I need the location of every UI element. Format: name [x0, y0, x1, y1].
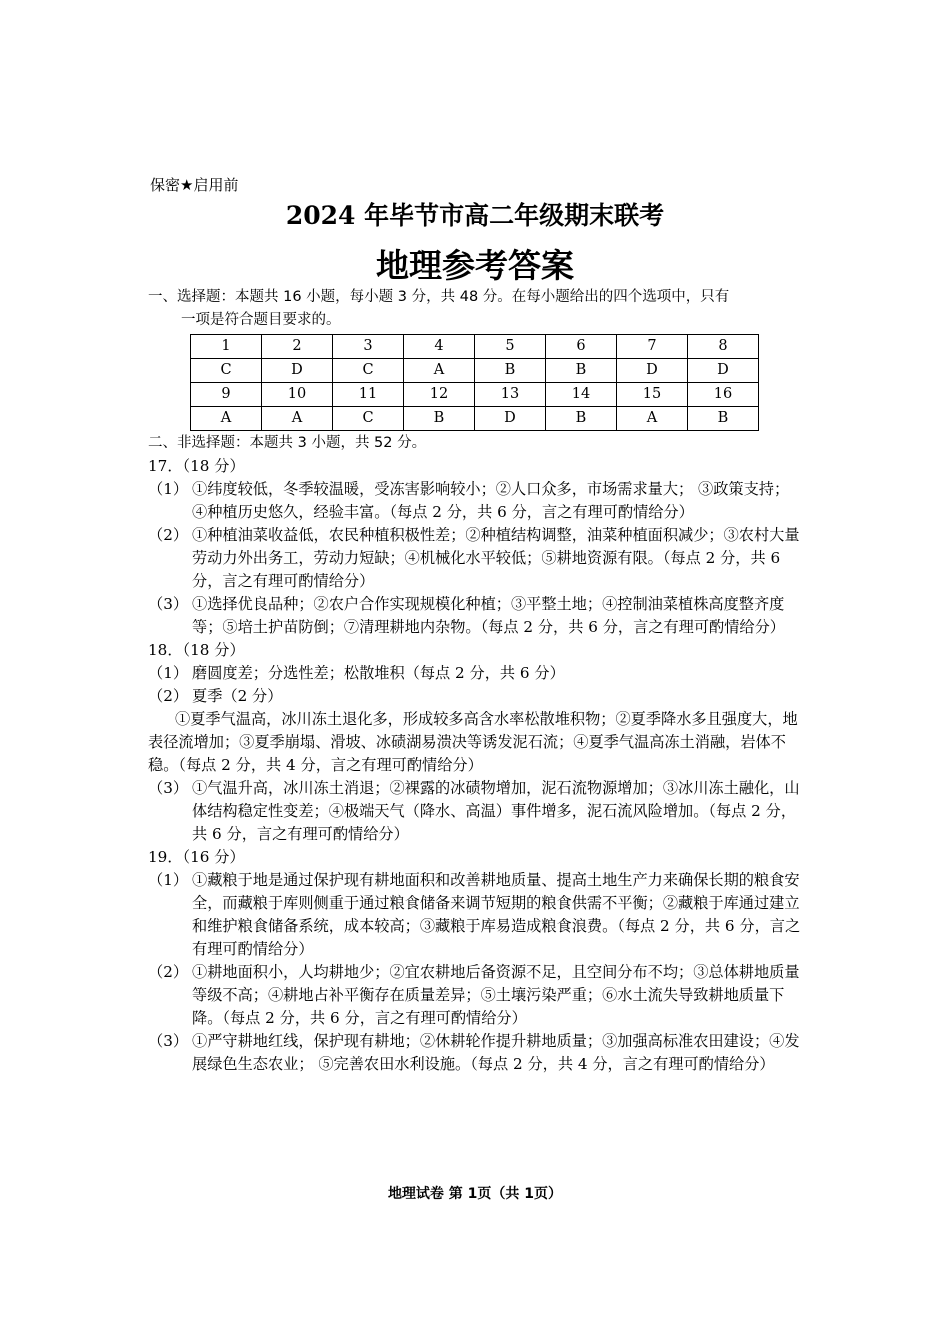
section1-heading: [148, 286, 803, 332]
item-number: （1）: [148, 871, 189, 889]
item-text: ①纬度较低，冬季较温暖，受冻害影响较小；②人口众多，市场需求量大； ③政策支持；④种植历史悠久，经验丰富。（每点 2 分，共 6 分，言之有理可酌情给分）: [192, 480, 790, 521]
question-18-title: 18．（18 分）: [148, 641, 245, 659]
page-footer: 地理试卷 第 1页（共 1页）: [387, 1186, 563, 1202]
question-number-cell: 13: [475, 383, 546, 407]
question-19-item-3: [148, 1030, 803, 1076]
question-17-item-3: [148, 593, 803, 639]
exam-title: 2024 年毕节市高二年级期末联考: [285, 201, 665, 230]
question-number-cell: 12: [404, 383, 475, 407]
item-number: （3）: [148, 1032, 189, 1050]
question-17-item-2: [148, 524, 803, 593]
item-number: （2）: [148, 526, 189, 544]
answer-cell: B: [475, 359, 546, 383]
item-text: ①种植油菜收益低，农民种植积极性差；②种植结构调整，油菜种植面积减少；③农村大量劳动力外出务工，劳动力短缺；④机械化水平较低；⑤耕地资源有限。（每点 2 分，共 6 分，言之有理可酌情给分）: [192, 526, 800, 590]
answer-table-number-row: [191, 383, 759, 407]
item-text: ①严守耕地红线，保护现有耕地；②休耕轮作提升耕地质量；③加强高标准农田建设；④发展绿色生态农业； ⑤完善农田水利设施。（每点 2 分，共 4 分，言之有理可酌情给分）: [192, 1032, 800, 1073]
question-18-item-1: [148, 662, 803, 685]
question-17-title: 17．（18 分）: [148, 457, 245, 475]
item-number: （2）: [148, 687, 189, 705]
item-text: 磨圆度差；分选性差；松散堆积（每点 2 分，共 6 分）: [192, 664, 565, 682]
item-text: 夏季（2 分）: [192, 687, 283, 705]
answer-cell: B: [404, 407, 475, 431]
question-number-cell: 3: [333, 335, 404, 359]
answer-table-number-row: [191, 335, 759, 359]
subject-title: 地理参考答案: [376, 246, 574, 285]
item-number: （2）: [148, 963, 189, 981]
item-number: （1）: [148, 664, 189, 682]
question-17: [148, 455, 803, 639]
item-text: ①气温升高，冰川冻土消退；②裸露的冰碛物增加，泥石流物源增加；③冰川冻土融化，山体结构稳定性变差；④极端天气（降水、高温）事件增多，泥石流风险增加。（每点 2 分，共 6 分，言之有理可酌情给分）: [192, 779, 800, 843]
answer-table: [190, 334, 759, 431]
confidential-mark: 保密★启用前: [150, 176, 239, 194]
section1-heading-line1: 一、选择题：本题共 16 小题，每小题 3 分，共 48 分。在每小题给出的四个选项中，只有: [148, 289, 730, 305]
question-19-item-2: [148, 961, 803, 1030]
question-19-title: 19．（16 分）: [148, 848, 245, 866]
answer-cell: A: [617, 407, 688, 431]
answer-cell: B: [688, 407, 759, 431]
answer-table-answer-row: [191, 359, 759, 383]
question-number-cell: 7: [617, 335, 688, 359]
answer-cell: D: [475, 407, 546, 431]
question-number-cell: 10: [262, 383, 333, 407]
answer-cell: D: [688, 359, 759, 383]
answer-cell: C: [191, 359, 262, 383]
question-18: [148, 639, 803, 846]
answer-table-answer-row: [191, 407, 759, 431]
section1-heading-line2: 一项是符合题目要求的。: [181, 312, 341, 328]
answer-cell: A: [191, 407, 262, 431]
question-number-cell: 14: [546, 383, 617, 407]
question-number-cell: 2: [262, 335, 333, 359]
answer-cell: D: [262, 359, 333, 383]
question-number-cell: 15: [617, 383, 688, 407]
answer-cell: C: [333, 407, 404, 431]
question-number-cell: 5: [475, 335, 546, 359]
question-19-item-1: [148, 869, 803, 961]
answer-cell: A: [262, 407, 333, 431]
question-number-cell: 11: [333, 383, 404, 407]
answer-cell: A: [404, 359, 475, 383]
question-number-cell: 1: [191, 335, 262, 359]
item-text: ①耕地面积小，人均耕地少；②宜农耕地后备资源不足，且空间分布不均；③总体耕地质量等级不高；④耕地占补平衡存在质量差异；⑤土壤污染严重；⑥水土流失导致耕地质量下降。（每点 2 分，共 6 分，言之有理可酌情给分）: [192, 963, 800, 1027]
question-18-item-3: [148, 777, 803, 846]
item-text: ①选择优良品种；②农户合作实现规模化种植；③平整土地；④控制油菜植株高度整齐度等；⑤培土护苗防倒；⑦清理耕地内杂物。（每点 2 分，共 6 分，言之有理可酌情给分）: [192, 595, 785, 636]
question-18-item-2-paragraph: ①夏季气温高，冰川冻土退化多，形成较多高含水率松散堆积物；②夏季降水多且强度大，地表径流增加；③夏季崩塌、滑坡、冰碛湖易溃决等诱发泥石流；④夏季气温高冻土消融，岩体不稳。（每点 2 分，共 4 分，言之有理可酌情给分）: [148, 710, 798, 774]
question-18-item-2: [148, 685, 803, 708]
item-number: （1）: [148, 480, 189, 498]
answer-cell: D: [617, 359, 688, 383]
answer-cell: C: [333, 359, 404, 383]
question-number-cell: 16: [688, 383, 759, 407]
item-number: （3）: [148, 595, 189, 613]
item-text: ①藏粮于地是通过保护现有耕地面积和改善耕地质量、提高土地生产力来确保长期的粮食安全，而藏粮于库则侧重于通过粮食储备来调节短期的粮食供需不平衡；②藏粮于库通过建立和维护粮食储备系统，成本较高；③藏粮于库易造成粮食浪费。（每点 2 分，共 6 分，言之有理可酌情给分）: [192, 871, 801, 958]
question-number-cell: 4: [404, 335, 475, 359]
answer-cell: B: [546, 359, 617, 383]
answer-cell: B: [546, 407, 617, 431]
document-body: [148, 286, 803, 1076]
question-number-cell: 9: [191, 383, 262, 407]
item-number: （3）: [148, 779, 189, 797]
question-number-cell: 6: [546, 335, 617, 359]
question-17-item-1: [148, 478, 803, 524]
question-number-cell: 8: [688, 335, 759, 359]
question-19: [148, 846, 803, 1076]
section2-heading: 二、非选择题：本题共 3 小题，共 52 分。: [148, 435, 427, 451]
